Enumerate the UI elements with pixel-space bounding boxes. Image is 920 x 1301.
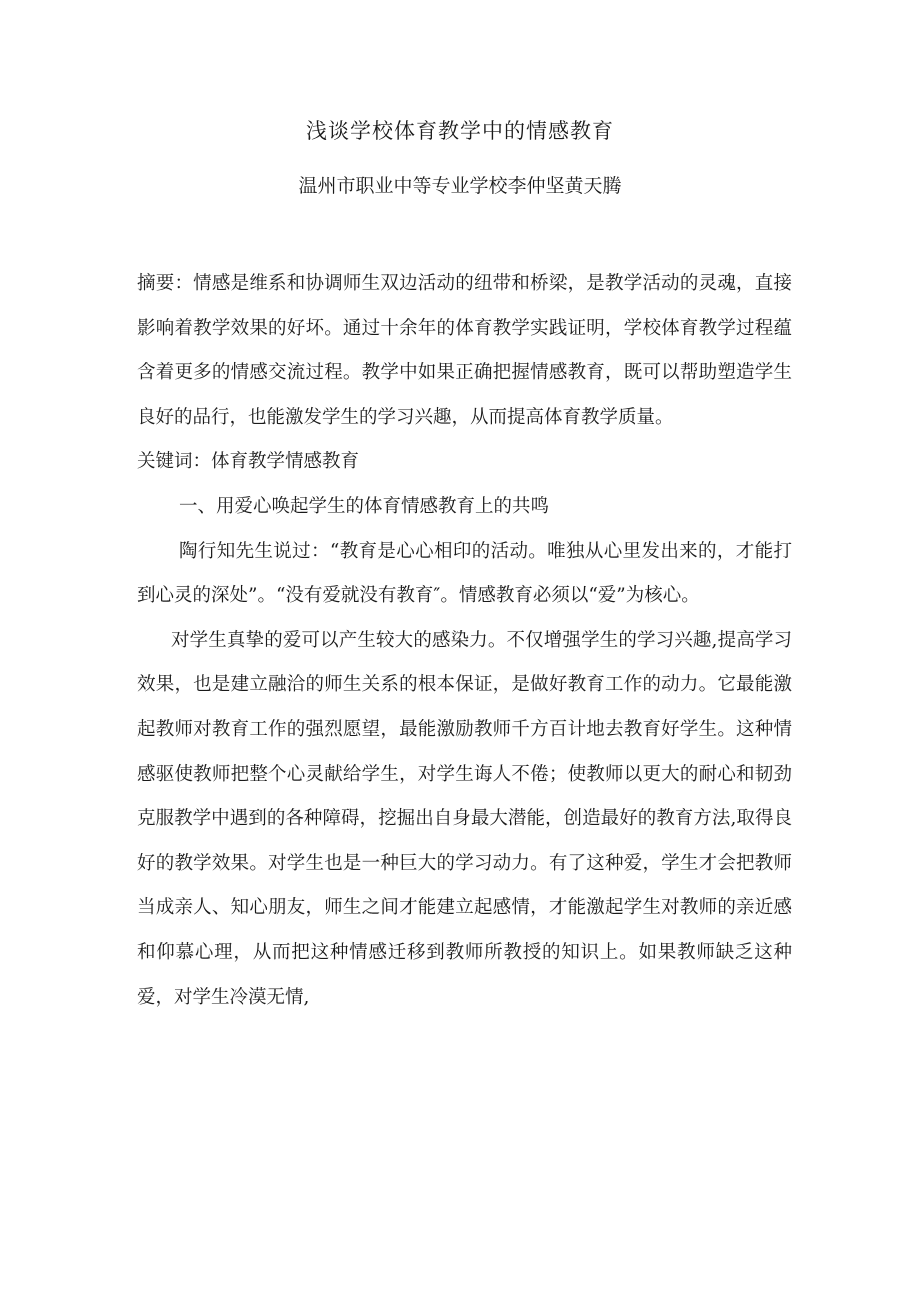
section-heading: 一、用爱心唤起学生的体育情感教育上的共鸣: [179, 495, 550, 517]
document-body: [137, 262, 792, 1020]
body-paragraph-1: 陶行知先生说过：“教育是心心相印的活动。唯独从心里发出来的，才能打到心灵的深处”。“没有爱就没有教育″。情感教育必须以“爱”为核心。: [137, 540, 792, 607]
document-author: 温州市职业中等专业学校李仲坚黄天腾: [298, 175, 622, 197]
keywords-line: 关键词：体育教学情感教育: [137, 451, 360, 473]
document-title: 浅谈学校体育教学中的情感教育: [306, 119, 614, 143]
body-paragraph-2: 对学生真挚的爱可以产生较大的感染力。不仅增强学生的学习兴趣,提高学习效果，也是建立融洽的师生关系的根本保证，是做好教育工作的动力。它最能激起教师对教育工作的强烈愿望，最能激励教师千方百计地去教育好学生。这种情感驱使教师把整个心灵献给学生，对学生诲人不倦；使教师以更大的耐心和韧劲克服教学中遇到的各种障碍，挖掘出自身最大潜能，创造最好的教育方法,取得良好的教学效果。对学生也是一种巨大的学习动力。有了这种爱，学生才会把教师当成亲人、知心朋友，师生之间才能建立起感情，才能激起学生对教师的亲近感和仰慕心理，从而把这种情感迁移到教师所教授的知识上。如果教师缺乏这种爱，对学生冷漠无情,: [137, 629, 792, 1008]
abstract-paragraph: 摘要：情感是维系和协调师生双边活动的纽带和桥梁，是教学活动的灵魂，直接影响着教学效果的好坏。通过十余年的体育教学实践证明，学校体育教学过程蕴含着更多的情感交流过程。教学中如果正确把握情感教育，既可以帮助塑造学生良好的品行，也能激发学生的学习兴趣，从而提高体育教学质量。: [137, 273, 792, 428]
